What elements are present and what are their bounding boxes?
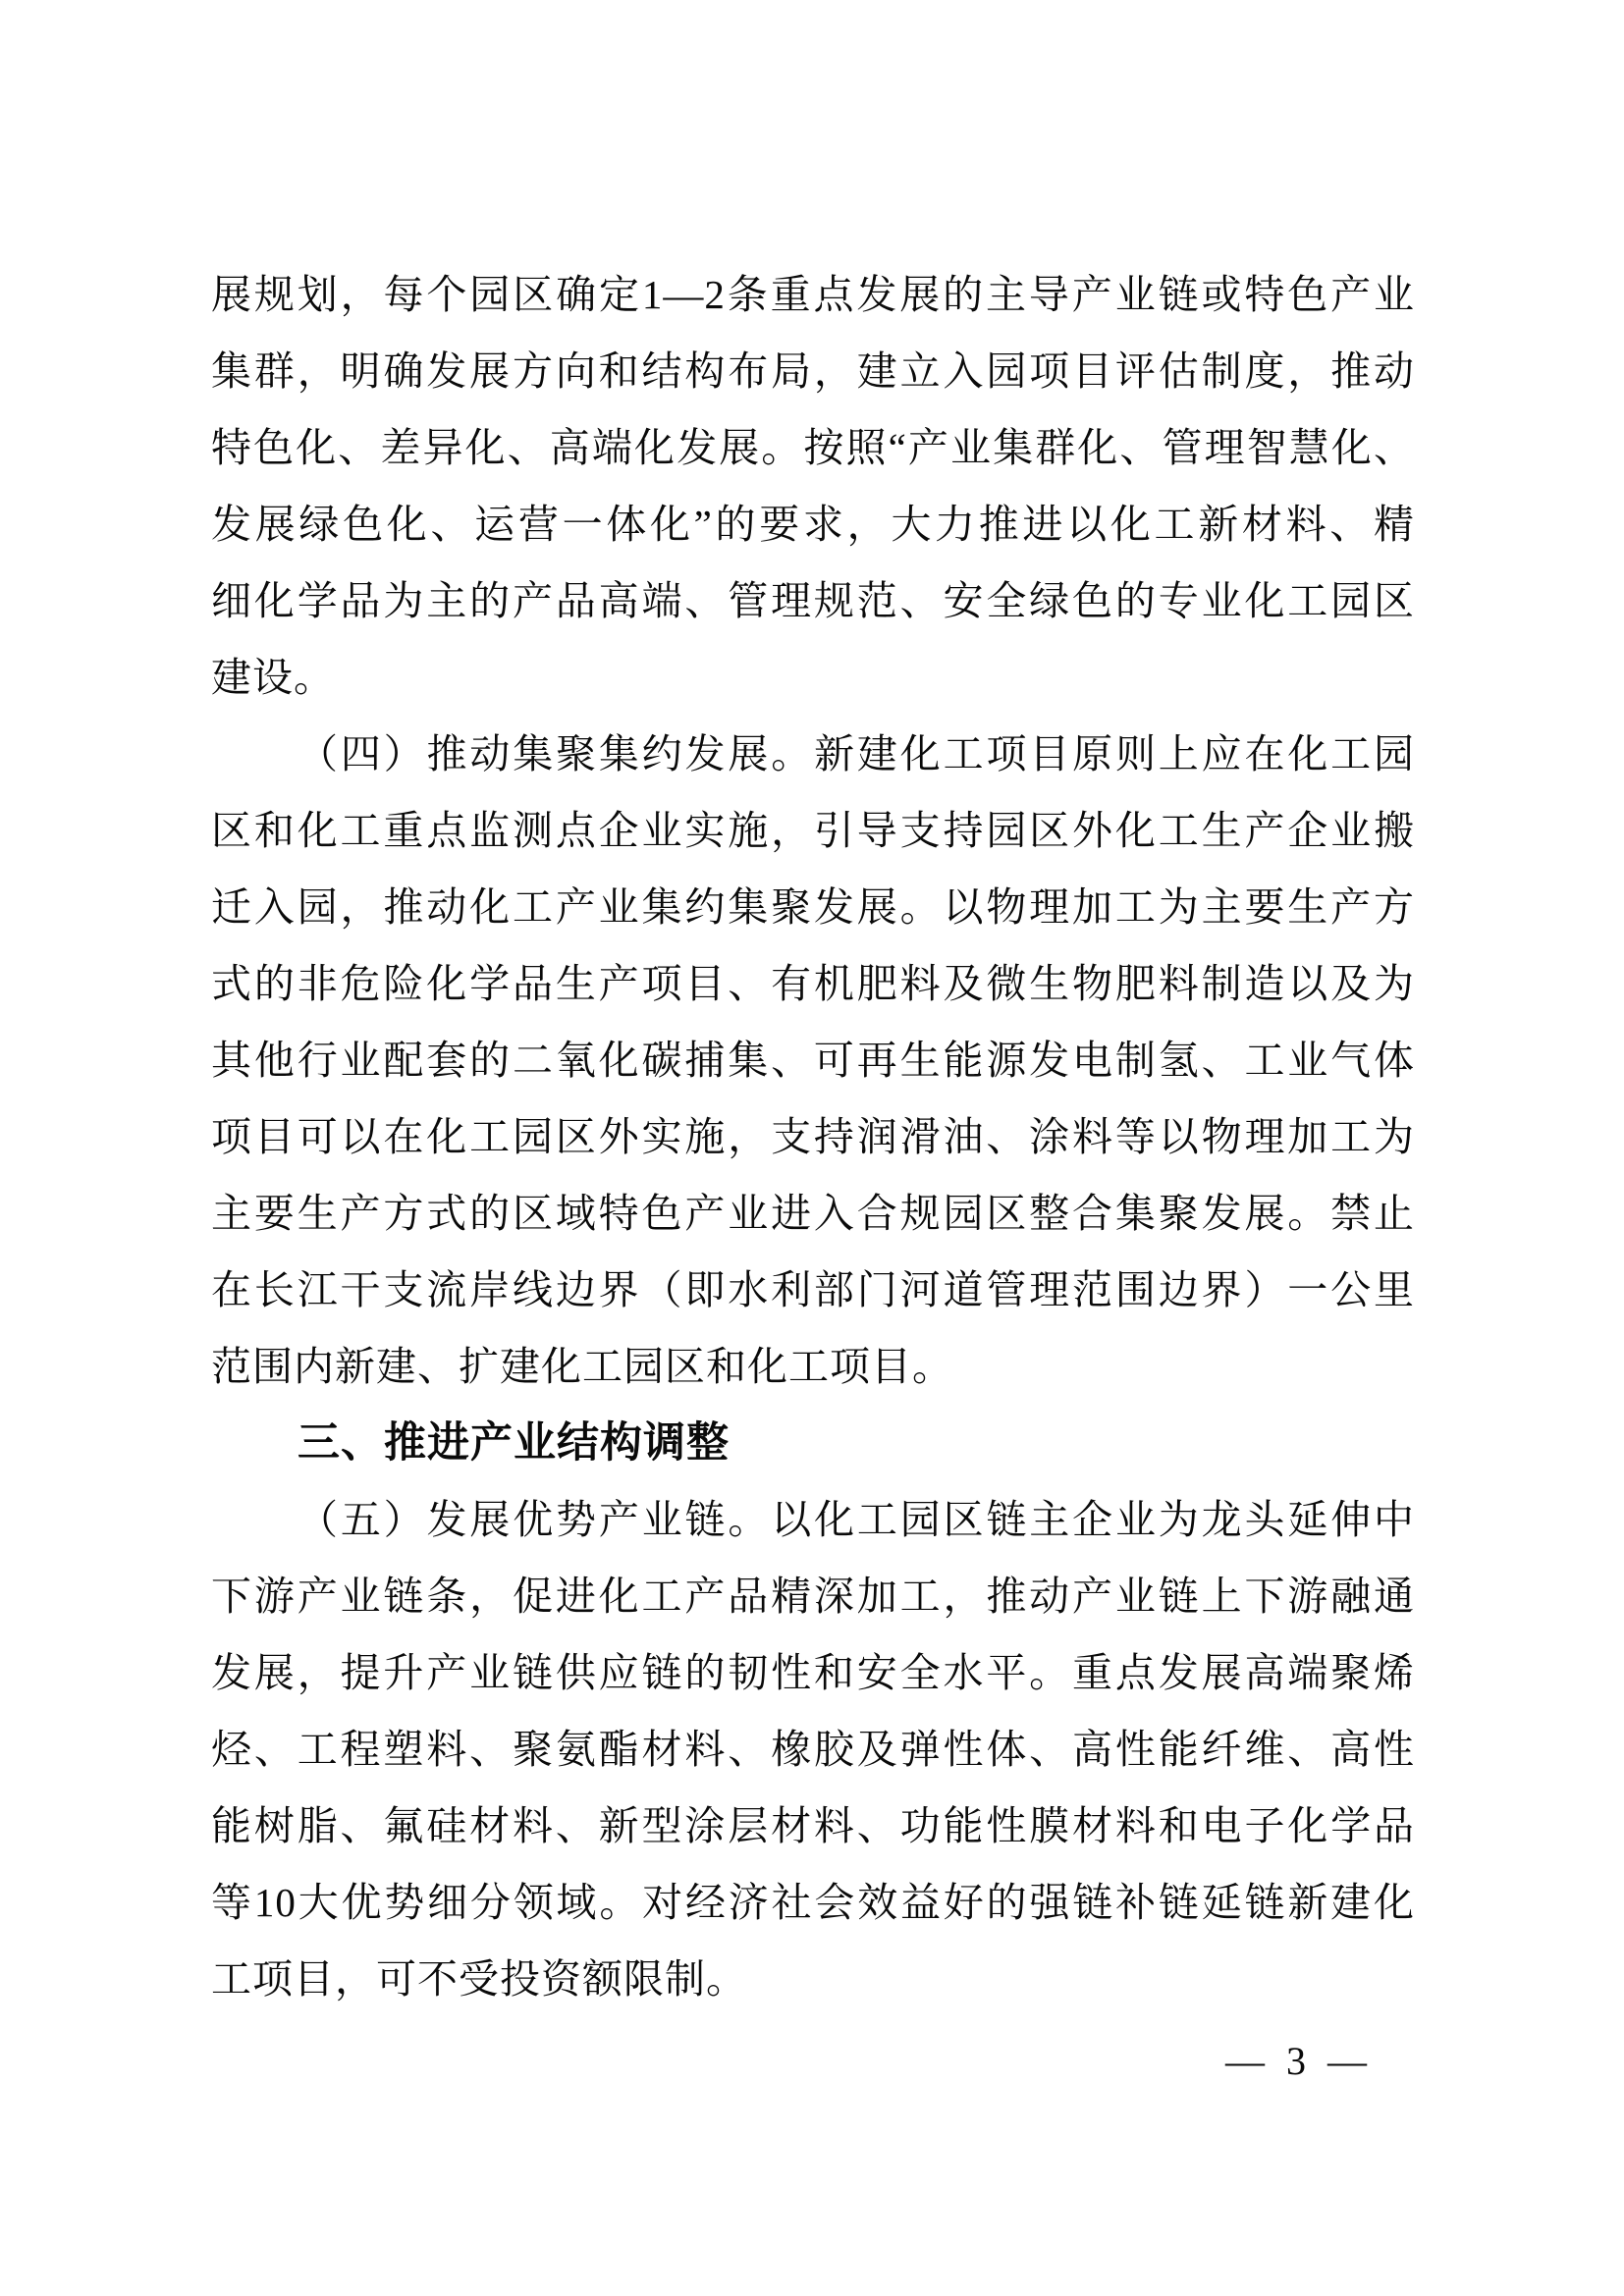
body-line: 其他行业配套的二氧化碳捕集、可再生能源发电制氢、工业气体 [211, 1038, 1415, 1083]
section-heading: 三、推进产业结构调整 [298, 1419, 730, 1467]
body-line: 等10大优势细分领域。对经济社会效益好的强链补链延链新建化 [211, 1880, 1415, 1925]
body-line: 区和化工重点监测点企业实施，引导支持园区外化工生产企业搬 [211, 808, 1415, 853]
body-line: 烃、工程塑料、聚氨酯材料、橡胶及弹性体、高性能纤维、高性 [211, 1727, 1415, 1772]
body-line: 建设。 [211, 655, 335, 700]
body-line: 项目可以在化工园区外实施，支持润滑油、涂料等以物理加工为 [211, 1114, 1415, 1159]
body-line: 迁入园，推动化工产业集约集聚发展。以物理加工为主要生产方 [211, 884, 1415, 930]
body-line: 范围内新建、扩建化工园区和化工项目。 [211, 1344, 953, 1389]
body-line: 主要生产方式的区域特色产业进入合规园区整合集聚发展。禁止 [211, 1191, 1415, 1236]
body-line: 发展绿色化、运营一体化”的要求，大力推进以化工新材料、精 [211, 502, 1415, 547]
body-line: 式的非危险化学品生产项目、有机肥料及微生物肥料制造以及为 [211, 961, 1415, 1006]
document-text-block [211, 256, 1415, 2017]
paragraph-start-line: （五）发展优势产业链。以化工园区链主企业为龙头延伸中 [298, 1497, 1415, 1542]
body-line: 能树脂、氟硅材料、新型涂层材料、功能性膜材料和电子化学品 [211, 1803, 1415, 1848]
body-line: 特色化、差异化、高端化发展。按照“产业集群化、管理智慧化、 [211, 425, 1415, 470]
body-line: 发展，提升产业链供应链的韧性和安全水平。重点发展高端聚烯 [211, 1650, 1415, 1695]
paragraph-start-line: （四）推动集聚集约发展。新建化工项目原则上应在化工园 [298, 731, 1415, 776]
body-line: 集群，明确发展方向和结构布局，建立入园项目评估制度，推动 [211, 348, 1415, 394]
body-line: 在长江干支流岸线边界（即水利部门河道管理范围边界）一公里 [211, 1267, 1415, 1312]
body-line: 下游产业链条，促进化工产品精深加工，推动产业链上下游融通 [211, 1574, 1415, 1619]
body-line: 工项目，可不受投资额限制。 [211, 1956, 747, 2002]
body-line: 细化学品为主的产品高端、管理规范、安全绿色的专业化工园区 [211, 578, 1415, 623]
page-number: — 3 — [1225, 2039, 1373, 2083]
body-line: 展规划，每个园区确定1—2条重点发展的主导产业链或特色产业 [211, 272, 1415, 317]
